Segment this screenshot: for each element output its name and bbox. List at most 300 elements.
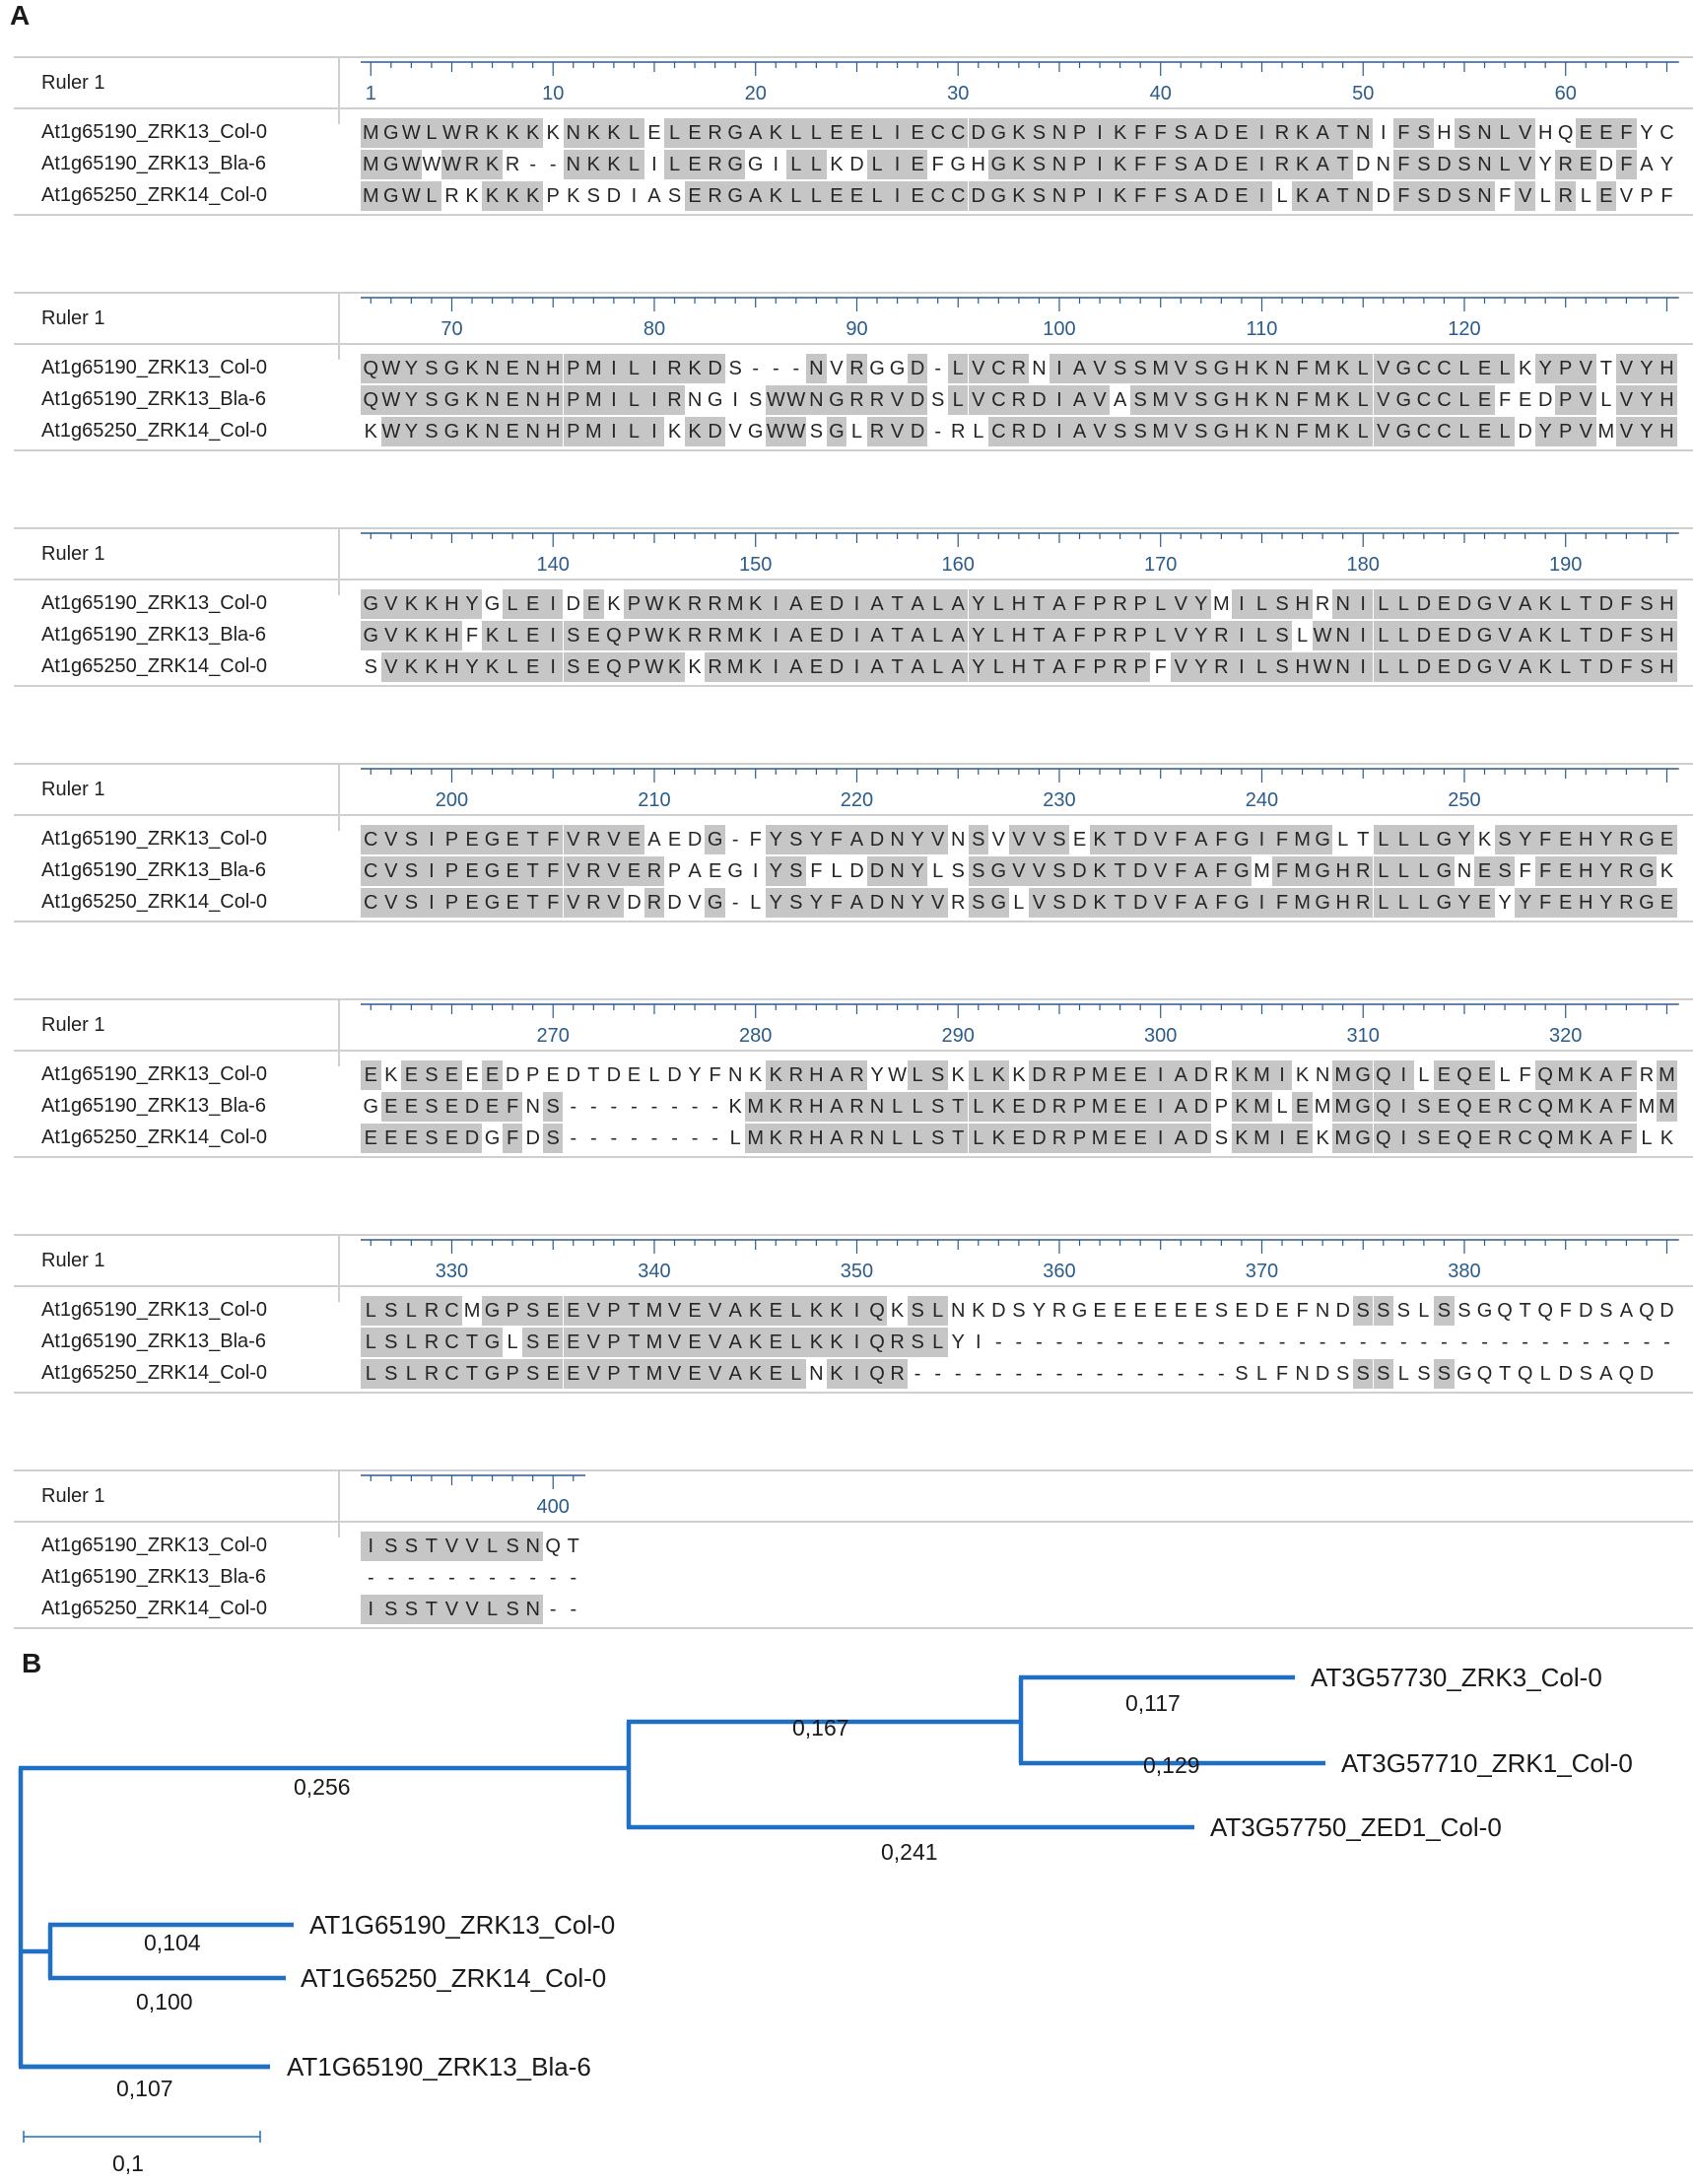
residue: S xyxy=(927,1092,948,1122)
residue: F xyxy=(1150,118,1171,148)
residue: E xyxy=(1474,1092,1495,1122)
residue: W xyxy=(644,621,665,650)
residue: E xyxy=(1110,1092,1130,1122)
residue: A xyxy=(725,1359,746,1389)
ruler-tick-label: 220 xyxy=(840,789,874,811)
residue: D xyxy=(1029,1124,1050,1153)
residue: T xyxy=(887,652,908,682)
residue: A xyxy=(1515,621,1535,650)
residue: V xyxy=(1009,825,1030,854)
residue: G xyxy=(747,421,764,443)
residue: H xyxy=(1576,856,1596,886)
residue: Q xyxy=(867,1328,888,1357)
residue: K xyxy=(745,1328,766,1357)
residue: K xyxy=(749,1064,763,1086)
residue: K xyxy=(728,1096,742,1118)
residue: S xyxy=(422,1060,442,1090)
residue: D xyxy=(867,888,888,918)
residue: K xyxy=(1535,652,1556,682)
residue: I xyxy=(543,652,564,682)
sequence-row xyxy=(361,1060,1677,1090)
residue: E xyxy=(583,621,604,650)
residue: Q xyxy=(1455,1124,1475,1153)
residue: S xyxy=(667,185,682,207)
residue: T xyxy=(1029,589,1050,619)
residue: P xyxy=(667,860,682,882)
residue: N xyxy=(1332,621,1353,650)
residue: - xyxy=(1197,1363,1205,1385)
residue: L xyxy=(1418,1300,1430,1322)
residue: L xyxy=(927,621,948,650)
residue: E xyxy=(1009,1124,1030,1153)
residue: K xyxy=(1252,417,1272,446)
residue: L xyxy=(927,1296,948,1326)
residue: A xyxy=(1191,825,1212,854)
residue: S xyxy=(969,856,989,886)
residue: V xyxy=(604,888,625,918)
residue: D xyxy=(1029,417,1050,446)
residue: D xyxy=(1596,589,1617,619)
residue: S xyxy=(927,1124,948,1153)
residue: K xyxy=(364,421,377,443)
residue: D xyxy=(1659,1300,1674,1322)
residue: K xyxy=(1332,417,1353,446)
residue: K xyxy=(1090,888,1111,918)
residue: E xyxy=(1555,888,1576,918)
residue: F xyxy=(1154,656,1167,678)
residue: T xyxy=(522,888,543,918)
residue: N xyxy=(482,417,503,446)
ruler-tick-label: 150 xyxy=(739,554,773,576)
residue: R xyxy=(887,1328,908,1357)
residue: F xyxy=(1150,181,1171,211)
residue: V xyxy=(969,354,989,383)
residue: K xyxy=(1252,385,1272,415)
residue: F xyxy=(1171,856,1191,886)
residue: K xyxy=(604,150,625,179)
residue: S xyxy=(1495,825,1516,854)
residue: G xyxy=(1313,825,1333,854)
residue: A xyxy=(725,1328,746,1357)
position-ruler xyxy=(14,527,1693,579)
residue: P xyxy=(1069,150,1090,179)
residue: L xyxy=(1397,1363,1409,1385)
position-ruler xyxy=(14,292,1693,343)
residue: A xyxy=(1171,1060,1191,1090)
residue: E xyxy=(361,1060,381,1090)
residue: L xyxy=(806,118,827,148)
residue: D xyxy=(705,354,725,383)
residue: - xyxy=(1177,1331,1185,1353)
residue: S xyxy=(1335,1363,1350,1385)
residue: C xyxy=(948,118,969,148)
residue: V xyxy=(1150,888,1171,918)
residue: L xyxy=(648,1064,660,1086)
residue: R xyxy=(705,118,725,148)
residue: S xyxy=(809,421,824,443)
residue: W xyxy=(1313,621,1333,650)
residue: V xyxy=(381,589,402,619)
ruler-tick-label: 210 xyxy=(638,789,671,811)
residue: E xyxy=(401,1092,422,1122)
residue: F xyxy=(1211,825,1232,854)
residue: L xyxy=(1499,1064,1511,1086)
residue: R xyxy=(1495,1092,1516,1122)
ruler-tick-label: 240 xyxy=(1245,789,1279,811)
residue: Y xyxy=(1637,385,1658,415)
residue: D xyxy=(505,1064,520,1086)
residue: D xyxy=(1029,1060,1050,1090)
residue: S xyxy=(1029,118,1050,148)
residue: V xyxy=(1171,621,1191,650)
residue: G xyxy=(1313,856,1333,886)
residue: S xyxy=(586,185,600,207)
residue: S xyxy=(1191,354,1212,383)
ruler-tick-label: 320 xyxy=(1549,1025,1583,1047)
residue: T xyxy=(1332,181,1353,211)
residue: N xyxy=(887,825,908,854)
residue: N xyxy=(1315,1300,1330,1322)
residue: H xyxy=(441,652,462,682)
residue: E xyxy=(1474,888,1495,918)
residue: G xyxy=(381,118,402,148)
residue: A xyxy=(688,860,702,882)
residue: K xyxy=(766,181,786,211)
residue: E xyxy=(806,589,827,619)
residue: L xyxy=(1555,652,1576,682)
residue: L xyxy=(1539,185,1551,207)
residue: T xyxy=(1498,1363,1512,1385)
residue: E xyxy=(503,825,523,854)
residue: - xyxy=(1420,1331,1428,1353)
residue: T xyxy=(624,1359,644,1389)
sequence-name: At1g65190_ZRK13_Bla-6 xyxy=(41,624,266,646)
residue: W xyxy=(401,118,422,148)
residue: N xyxy=(1050,150,1070,179)
residue: M xyxy=(1313,354,1333,383)
residue: S xyxy=(422,417,442,446)
residue: C xyxy=(361,856,381,886)
residue: A xyxy=(908,621,928,650)
residue: S xyxy=(1214,1127,1229,1149)
residue: K xyxy=(1110,150,1130,179)
residue: L xyxy=(973,421,984,443)
residue: - xyxy=(1663,1331,1670,1353)
residue: L xyxy=(1414,888,1435,918)
residue: V xyxy=(381,621,402,650)
residue: I xyxy=(1150,1124,1171,1153)
residue: H xyxy=(1576,825,1596,854)
residue: F xyxy=(503,1124,523,1153)
residue: M xyxy=(361,181,381,211)
residue: S xyxy=(1637,652,1658,682)
ruler-tick-label: 50 xyxy=(1352,83,1375,104)
residue: L xyxy=(1600,389,1612,411)
residue: R xyxy=(664,385,685,415)
residue: - xyxy=(570,1096,577,1118)
residue: V xyxy=(1576,354,1596,383)
residue: V xyxy=(381,825,402,854)
residue: S xyxy=(422,1124,442,1153)
residue: - xyxy=(792,358,800,379)
residue: F xyxy=(1519,860,1531,882)
residue: V xyxy=(1576,417,1596,446)
residue: R xyxy=(583,856,604,886)
sequence-row xyxy=(361,150,1677,179)
residue: A xyxy=(1596,1124,1617,1153)
residue: - xyxy=(1036,1363,1043,1385)
residue: S xyxy=(1191,385,1212,415)
residue: M xyxy=(1555,1124,1576,1153)
residue: A xyxy=(1050,621,1070,650)
residue: M xyxy=(1292,888,1313,918)
residue: V xyxy=(1171,417,1191,446)
residue: - xyxy=(1399,1331,1407,1353)
residue: L xyxy=(1252,589,1272,619)
residue: S xyxy=(1050,888,1070,918)
residue: A xyxy=(647,185,661,207)
residue: F xyxy=(749,829,762,851)
residue: S xyxy=(1374,1359,1394,1389)
residue: K xyxy=(1292,118,1313,148)
residue: K xyxy=(503,118,523,148)
residue: H xyxy=(1332,888,1353,918)
residue: I xyxy=(1150,1092,1171,1122)
residue: E xyxy=(361,1124,381,1153)
residue: A xyxy=(867,589,888,619)
ruler-tick-label: 40 xyxy=(1149,83,1172,104)
residue: L xyxy=(1374,589,1394,619)
residue: H xyxy=(806,1092,827,1122)
residue: E xyxy=(462,856,483,886)
residue: - xyxy=(589,1096,597,1118)
residue: F xyxy=(1498,185,1512,207)
residue: E xyxy=(1474,1124,1495,1153)
ruler-name: Ruler 1 xyxy=(41,1014,105,1036)
residue: S xyxy=(1171,150,1191,179)
residue: - xyxy=(691,1127,699,1149)
residue: F xyxy=(931,154,944,175)
residue: Q xyxy=(1557,122,1574,144)
residue: G xyxy=(441,417,462,446)
residue: M xyxy=(745,1092,766,1122)
residue: - xyxy=(934,358,941,379)
residue: - xyxy=(1501,1331,1509,1353)
residue: I xyxy=(422,825,442,854)
residue: V xyxy=(1515,181,1535,211)
residue: G xyxy=(1393,385,1414,415)
residue: V xyxy=(1616,417,1637,446)
residue: H xyxy=(1232,354,1253,383)
residue: M xyxy=(1292,825,1313,854)
residue: L xyxy=(932,860,944,882)
residue: E xyxy=(462,888,483,918)
residue: R xyxy=(705,150,725,179)
residue: P xyxy=(1090,621,1111,650)
residue: N xyxy=(687,389,703,411)
ruler-tick-label: 160 xyxy=(941,554,975,576)
residue: V xyxy=(1374,354,1394,383)
residue: G xyxy=(1474,589,1495,619)
residue: L xyxy=(664,118,685,148)
residue: E xyxy=(846,181,867,211)
residue: K xyxy=(951,1064,965,1086)
residue: - xyxy=(1076,1331,1083,1353)
residue: Y xyxy=(908,825,928,854)
sequence-row xyxy=(361,1532,583,1561)
residue: L xyxy=(1495,150,1516,179)
residue: I xyxy=(1232,652,1253,682)
ruler-tick-label: 30 xyxy=(947,83,970,104)
residue: G xyxy=(482,1296,503,1326)
residue: F xyxy=(1130,181,1151,211)
residue: D xyxy=(462,1092,483,1122)
residue: M xyxy=(1313,417,1333,446)
residue: R xyxy=(1616,856,1637,886)
residue: E xyxy=(647,122,661,144)
residue: L xyxy=(507,1331,518,1353)
residue: L xyxy=(1414,825,1435,854)
residue: - xyxy=(589,1127,597,1149)
residue: S xyxy=(927,1060,948,1090)
sequence-name: At1g65250_ZRK14_Col-0 xyxy=(41,891,268,913)
residue: Y xyxy=(1455,825,1475,854)
residue: K xyxy=(685,417,706,446)
residue: E xyxy=(1113,1300,1127,1322)
residue: R xyxy=(1272,150,1293,179)
residue: I xyxy=(1272,1060,1293,1090)
residue: C xyxy=(441,1328,462,1357)
residue: K xyxy=(1576,1092,1596,1122)
residue: Q xyxy=(867,1359,888,1389)
residue: S xyxy=(1012,1300,1026,1322)
residue: G xyxy=(1434,856,1455,886)
residue: F xyxy=(1616,1092,1637,1122)
residue: K xyxy=(401,589,422,619)
residue: Y xyxy=(401,354,422,383)
residue: N xyxy=(525,1096,540,1118)
residue: L xyxy=(786,150,807,179)
residue: S xyxy=(401,825,422,854)
residue: T xyxy=(624,1328,644,1357)
residue: E xyxy=(1474,856,1495,886)
residue: L xyxy=(1495,417,1516,446)
residue: S xyxy=(1434,1296,1455,1326)
residue: S xyxy=(422,354,442,383)
residue: S xyxy=(1637,621,1658,650)
residue: E xyxy=(806,652,827,682)
residue: L xyxy=(1555,589,1576,619)
residue: - xyxy=(570,1567,577,1589)
residue: D xyxy=(525,1127,540,1149)
residue: F xyxy=(1393,150,1414,179)
residue: V xyxy=(381,888,402,918)
residue: P xyxy=(546,185,560,207)
sequence-name: At1g65190_ZRK13_Col-0 xyxy=(41,121,268,143)
residue: A xyxy=(1113,389,1127,411)
residue: S xyxy=(564,621,584,650)
residue: D xyxy=(827,652,847,682)
residue: G xyxy=(705,825,725,854)
ruler-tick-label: 290 xyxy=(941,1025,975,1047)
residue: G xyxy=(988,118,1009,148)
alignment-block xyxy=(14,1469,1693,1652)
residue: L xyxy=(624,118,644,148)
residue: H xyxy=(543,354,564,383)
residue: D xyxy=(1455,589,1475,619)
residue: E xyxy=(583,652,604,682)
residue: M xyxy=(583,417,604,446)
residue: S xyxy=(1579,1363,1592,1385)
residue: E xyxy=(1130,1124,1151,1153)
residue: E xyxy=(503,385,523,415)
residue: G xyxy=(363,1096,379,1118)
residue: - xyxy=(934,1363,941,1385)
residue: I xyxy=(1232,621,1253,650)
residue: G xyxy=(484,1127,501,1149)
residue: L xyxy=(401,1328,422,1357)
residue: D xyxy=(849,154,864,175)
residue: Q xyxy=(1535,1092,1556,1122)
ruler-name: Ruler 1 xyxy=(41,72,105,94)
residue: P xyxy=(503,1359,523,1389)
residue: S xyxy=(364,656,377,678)
residue: H xyxy=(1232,385,1253,415)
residue: P xyxy=(564,354,584,383)
residue: K xyxy=(1659,860,1674,882)
residue: F xyxy=(1616,652,1637,682)
residue: K xyxy=(482,621,503,650)
residue: H xyxy=(1009,652,1030,682)
residue: K xyxy=(664,621,685,650)
branch-length-label: 0,100 xyxy=(136,1989,193,2014)
residue: Y xyxy=(870,1064,884,1086)
residue: L xyxy=(786,181,807,211)
residue: L xyxy=(1539,1363,1551,1385)
residue: S xyxy=(908,1328,928,1357)
residue: R xyxy=(644,856,665,886)
residue: T xyxy=(462,1359,483,1389)
residue: W xyxy=(401,181,422,211)
residue: M xyxy=(745,1124,766,1153)
residue: G xyxy=(1393,417,1414,446)
residue: P xyxy=(441,825,462,854)
residue: R xyxy=(1009,385,1030,415)
residue: A xyxy=(745,118,766,148)
residue: P xyxy=(1069,1092,1090,1122)
residue: - xyxy=(1136,1363,1144,1385)
residue: - xyxy=(610,1096,618,1118)
residue: K xyxy=(522,181,543,211)
residue: Y xyxy=(1535,354,1556,383)
residue: A xyxy=(725,1296,746,1326)
residue: E xyxy=(1555,856,1576,886)
residue: S xyxy=(1214,1300,1229,1322)
residue: D xyxy=(1029,1092,1050,1122)
residue: Y xyxy=(969,589,989,619)
leaf-label-zrk3: AT3G57730_ZRK3_Col-0 xyxy=(1311,1663,1602,1692)
residue: K xyxy=(482,181,503,211)
residue: Y xyxy=(908,888,928,918)
residue: V xyxy=(1090,385,1111,415)
sequence-row xyxy=(361,856,1677,886)
residue: H xyxy=(1657,652,1677,682)
residue: L xyxy=(908,1124,928,1153)
residue: N xyxy=(522,1595,543,1624)
residue: M xyxy=(1150,385,1171,415)
panel-label-b: B xyxy=(22,1648,42,1678)
residue: - xyxy=(711,1127,718,1149)
